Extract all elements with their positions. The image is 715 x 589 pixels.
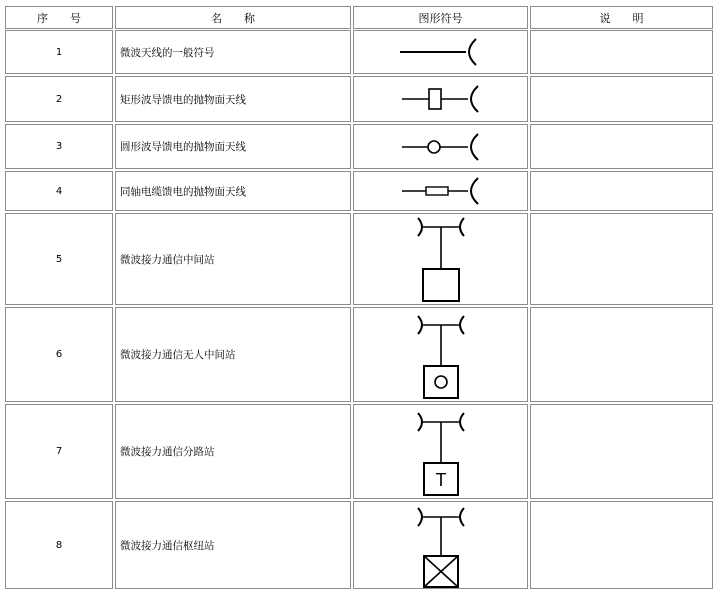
row-3-name: 圆形波导馈电的抛物面天线 <box>115 124 351 169</box>
row-4-symbol <box>353 171 528 211</box>
row-1-name: 微波天线的一般符号 <box>115 30 351 74</box>
header-name: 名 称 <box>115 6 351 29</box>
row-2-no: 2 <box>5 76 113 122</box>
header-note: 说 明 <box>530 6 713 29</box>
row-5-note <box>530 213 713 305</box>
row-6-symbol <box>353 307 528 402</box>
unmanned-relay-station-icon <box>411 310 471 400</box>
coax-antenna-icon <box>396 174 486 208</box>
rect-waveguide-antenna-icon <box>396 81 486 117</box>
row-1-no: 1 <box>5 30 113 74</box>
row-7-symbol <box>353 404 528 499</box>
relay-station-icon <box>411 215 471 303</box>
row-2-note <box>530 76 713 122</box>
header-symbol: 图形符号 <box>353 6 528 29</box>
branch-box-label: T <box>435 469 446 490</box>
antenna-general-icon <box>396 35 486 69</box>
row-8-name: 微波接力通信枢纽站 <box>115 501 351 589</box>
row-8-symbol <box>353 501 528 589</box>
row-5-no: 5 <box>5 213 113 305</box>
branch-station-icon <box>411 407 471 497</box>
row-4-note <box>530 171 713 211</box>
row-6-note <box>530 307 713 402</box>
row-7-note <box>530 404 713 499</box>
row-3-symbol <box>353 124 528 169</box>
row-2-symbol <box>353 76 528 122</box>
row-8-no: 8 <box>5 501 113 589</box>
row-7-no: 7 <box>5 404 113 499</box>
row-6-name: 微波接力通信无人中间站 <box>115 307 351 402</box>
hub-station-icon <box>411 502 471 588</box>
circ-waveguide-antenna-icon <box>396 129 486 165</box>
row-3-no: 3 <box>5 124 113 169</box>
row-1-note <box>530 30 713 74</box>
row-1-symbol <box>353 30 528 74</box>
row-6-no: 6 <box>5 307 113 402</box>
row-7-name: 微波接力通信分路站 <box>115 404 351 499</box>
row-5-symbol <box>353 213 528 305</box>
row-8-note <box>530 501 713 589</box>
row-3-note <box>530 124 713 169</box>
header-no: 序 号 <box>5 6 113 29</box>
row-4-no: 4 <box>5 171 113 211</box>
row-5-name: 微波接力通信中间站 <box>115 213 351 305</box>
row-4-name: 同轴电缆馈电的抛物面天线 <box>115 171 351 211</box>
row-2-name: 矩形波导馈电的抛物面天线 <box>115 76 351 122</box>
